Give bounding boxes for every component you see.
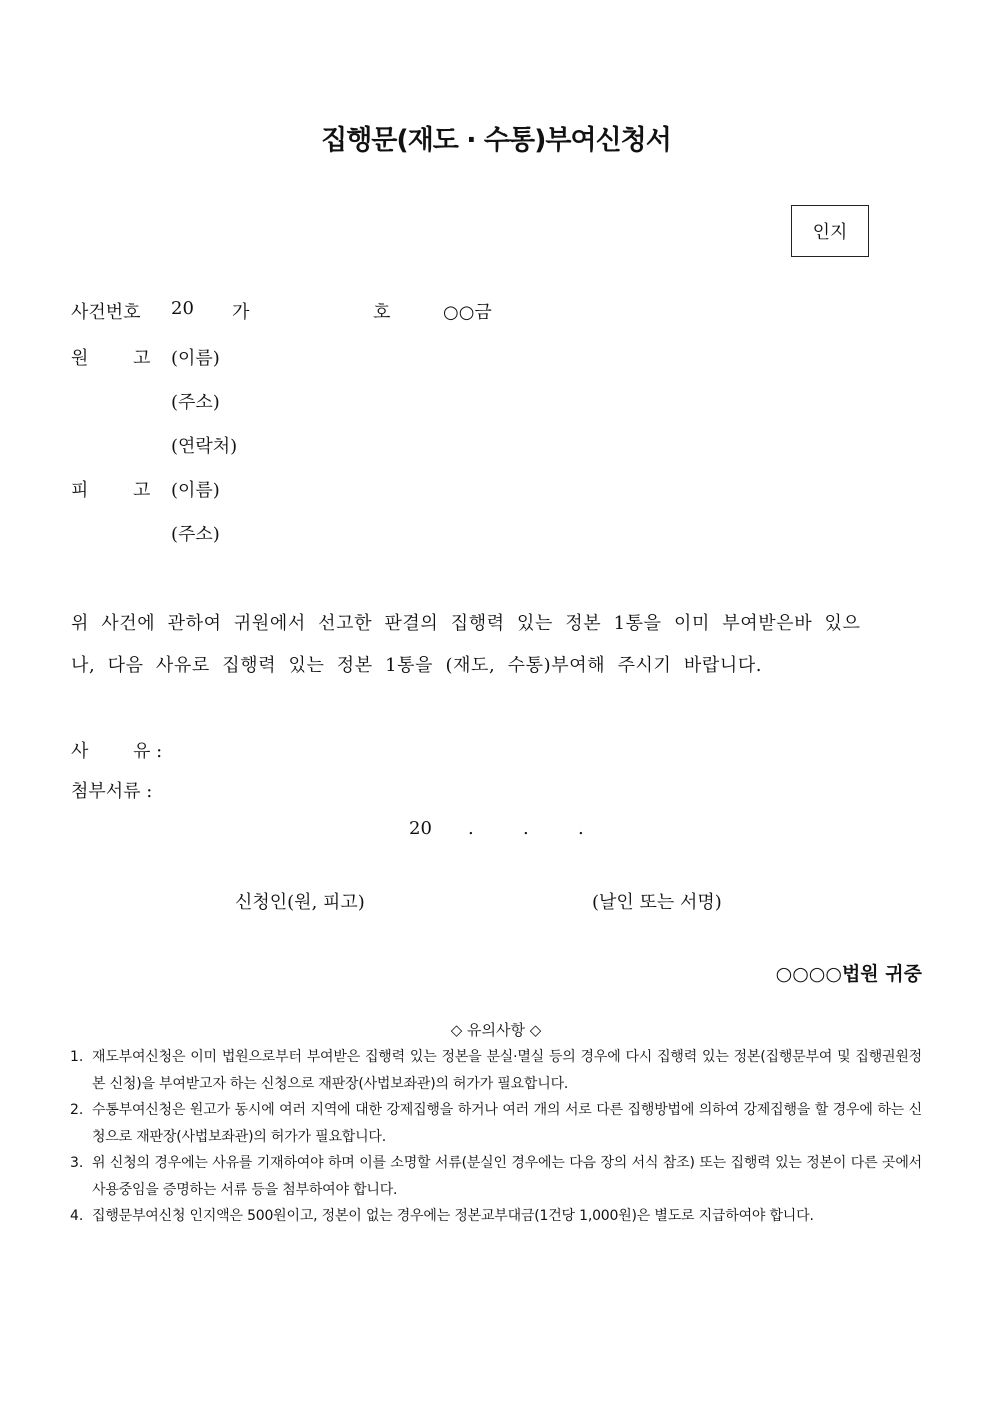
document-title: 집행문(재도 · 수통)부여신청서 — [321, 125, 671, 156]
case-ho: 호 — [373, 302, 391, 323]
request-paragraph — [71, 603, 921, 687]
note-text: 수통부여신청은 원고가 동시에 여러 지역에 대한 강제집행을 하거나 여러 개의 서로 다른 집행방법에 의하여 강제집행을 할 경우에 하는 신청으로 재판장(사법보좌관)의 허가가 필요합니다. — [92, 1102, 922, 1145]
date-dot-1: . — [468, 818, 474, 839]
defendant-name: (이름) — [171, 480, 220, 501]
case-number-label: 사건번호 — [71, 302, 141, 323]
case-suffix: ○○금 — [443, 302, 492, 323]
plaintiff-label-1: 원 — [71, 348, 89, 369]
plaintiff-label-2: 고 — [133, 348, 151, 369]
plaintiff-contact: (연락처) — [171, 436, 238, 457]
request-line-1: 위 사건에 관하여 귀원에서 선고한 판결의 집행력 있는 정본 1통을 이미 부여받은바 있으 — [71, 613, 861, 634]
note-item — [70, 1150, 922, 1203]
court-addressee: ○○○○법원 귀중 — [775, 963, 922, 985]
note-item — [70, 1203, 922, 1230]
case-type: 가 — [232, 302, 250, 323]
note-item — [70, 1097, 922, 1150]
attachments-label: 첨부서류 : — [71, 781, 153, 802]
note-item — [70, 1044, 922, 1097]
note-number: 1. — [70, 1049, 84, 1065]
case-year: 20 — [171, 298, 194, 319]
notes-list — [70, 1044, 922, 1230]
note-text: 재도부여신청은 이미 법원으로부터 부여받은 집행력 있는 정본을 분실·멸실 등의 경우에 다시 집행력 있는 정본(집행문부여 및 집행권원정본 신청)을 부여받고자 하는 신청으로 재판장(사법보좌관)의 허가가 필요합니다. — [92, 1049, 922, 1092]
defendant-address: (주소) — [171, 524, 220, 545]
date-year: 20 — [409, 818, 432, 839]
reason-label-1: 사 — [71, 741, 89, 762]
defendant-label-2: 고 — [133, 480, 151, 501]
request-line-2: 나, 다음 사유로 집행력 있는 정본 1통을 (재도, 수통)부여해 주시기 바랍니다. — [71, 655, 763, 676]
note-number: 2. — [70, 1102, 84, 1118]
stamp-box — [791, 205, 869, 257]
notes-title: ◇ 유의사항 ◇ — [450, 1021, 542, 1039]
note-text: 위 신청의 경우에는 사유를 기재하여야 하며 이를 소명할 서류(분실인 경우에는 다음 장의 서식 참조) 또는 집행력 있는 정본이 다른 곳에서 사용중임을 증명하는 서류 등을 첨부하여야 합니다. — [92, 1155, 922, 1198]
applicant-sign: (날인 또는 서명) — [592, 892, 722, 913]
plaintiff-address: (주소) — [171, 392, 220, 413]
defendant-label-1: 피 — [71, 480, 89, 501]
note-text: 집행문부여신청 인지액은 500원이고, 정본이 없는 경우에는 정본교부대금(1건당 1,000원)은 별도로 지급하여야 합니다. — [92, 1208, 814, 1224]
date-dot-2: . — [523, 818, 529, 839]
plaintiff-name: (이름) — [171, 348, 220, 369]
applicant-label: 신청인(원, 피고) — [235, 892, 365, 913]
note-number: 4. — [70, 1208, 84, 1224]
reason-label-2: 유 : — [133, 741, 163, 762]
note-number: 3. — [70, 1155, 84, 1171]
date-dot-3: . — [578, 818, 584, 839]
stamp-label: 인지 — [812, 222, 848, 243]
